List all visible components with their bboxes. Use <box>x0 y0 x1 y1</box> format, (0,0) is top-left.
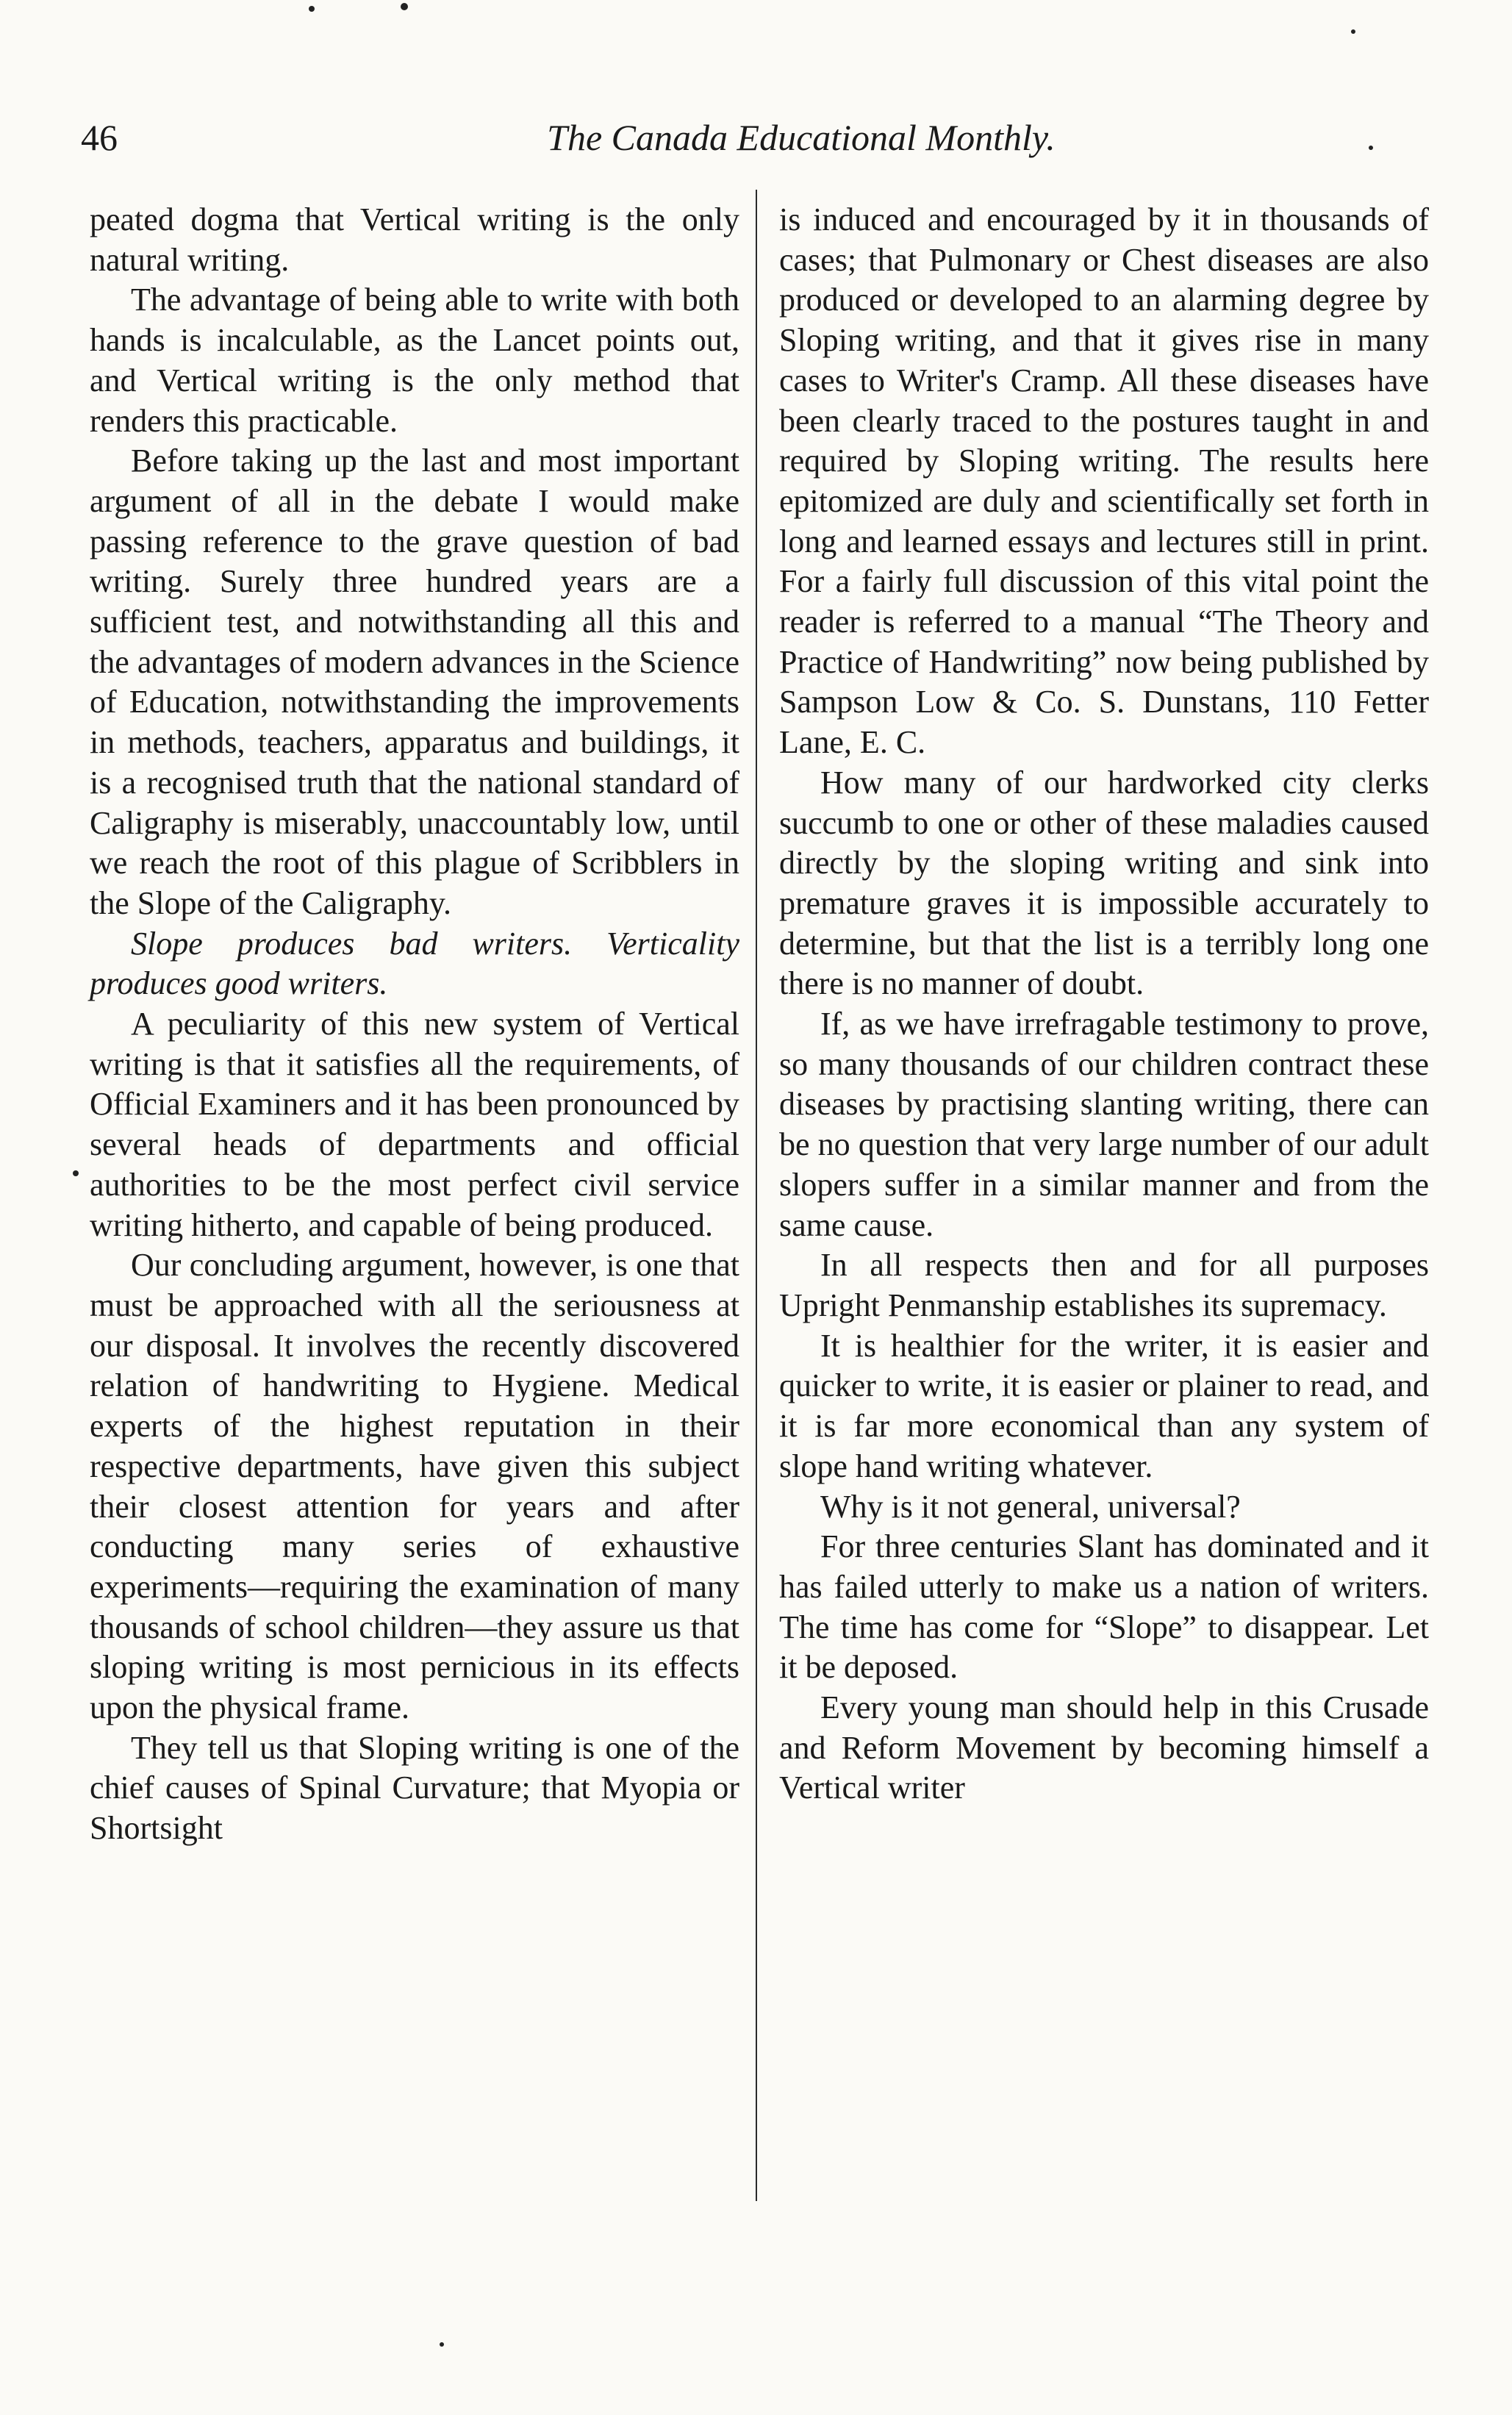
paragraph: is induced and encouraged by it in thousands of cases; that Pulmonary or Chest diseases are also produced or developed to an alarming degree by Sloping writing, and that it gives rise in many cases to Writer's Cramp. All these diseases have been clearly traced to the postures taught in and required by Sloping writing. The results here epitomized are duly and scientifically set forth in long and learned essays and lectures still in print. For a fairly full discussion of this vital point the reader is referred to a manual “The Theory and Practice of Handwriting” now being published by Sampson Low & Co. S. Dunstans, 110 Fetter Lane, E. C. <box>779 201 1429 761</box>
scan-speck <box>73 1170 79 1176</box>
paragraph: peated dogma that Vertical writing is the only natural writing. <box>90 201 739 278</box>
right-column <box>779 200 1429 1808</box>
italic-motto: Slope produces bad writers. Verticality produces good writers. <box>90 925 739 1002</box>
paragraph: In all respects then and for all purposes Upright Penmanship establishes its supremacy. <box>779 1247 1429 1323</box>
scan-speck <box>1351 29 1355 34</box>
scan-speck <box>1369 146 1373 150</box>
paragraph: If, as we have irrefragable testimony to prove, so many thousands of our children contract these diseases by practising slanting writing, there can be no question that very large number of our adult slopers suffer in a similar manner and from the same cause. <box>779 1006 1429 1243</box>
left-column <box>90 200 739 1849</box>
paragraph: Our concluding argument, however, is one that must be approached with all the seriousness at our disposal. It involves the recently discovered relation of handwriting to Hygiene. Medical experts of the highest reputation in their respective departments, have given this subject their closest attention for years and after conducting many series of exhaustive experiments—requiring the examination of many thousands of school children—they assure us that sloping writing is most pernicious in its effects upon the physical frame. <box>90 1247 739 1726</box>
paragraph: Every young man should help in this Crusade and Reform Movement by becoming himself a Vertical writer <box>779 1689 1429 1806</box>
page-number: 46 <box>81 117 118 158</box>
scan-speck <box>309 6 315 12</box>
paragraph: Why is it not general, universal? <box>820 1488 1241 1525</box>
paragraph: The advantage of being able to write with both hands is incalculable, as the Lancet points out, and Vertical writing is the only method that renders this practicable. <box>90 282 739 439</box>
paragraph: A peculiarity of this new system of Vertical writing is that it satisfies all the requirements, of Official Examiners and it has been pronounced by several heads of departments and official authorities to be the most perfect civil service writing hitherto, and capable of being produced. <box>90 1006 739 1243</box>
running-title: The Canada Educational Monthly. <box>547 117 1056 158</box>
scan-speck <box>440 2342 444 2347</box>
paragraph: How many of our hardworked city clerks succumb to one or other of these maladies caused directly by the sloping writing and sink into premature graves it is impossible accurately to determine, but that the list is a terribly long one there is no manner of doubt. <box>779 764 1429 1002</box>
column-divider <box>756 190 757 2201</box>
paragraph: It is healthier for the writer, it is easier and quicker to write, it is easier or plainer to read, and it is far more economical than any system of slope hand writing whatever. <box>779 1327 1429 1484</box>
paragraph: Before taking up the last and most important argument of all in the debate I would make passing reference to the grave question of bad writing. Surely three hundred years are a sufficient test, and notwithstanding all this and the advantages of modern advances in the Science of Education, notwithstanding the improvements in methods, teachers, apparatus and buildings, it is a recognised truth that the national standard of Caligraphy is miserably, unaccountably low, until we reach the root of this plague of Scribblers in the Slope of the Caligraphy. <box>90 443 739 921</box>
page-header <box>81 112 1402 163</box>
scan-speck <box>401 3 408 10</box>
paragraph: They tell us that Sloping writing is one of the chief causes of Spinal Curvature; that Myopia or Shortsight <box>90 1729 739 1847</box>
paragraph: For three centuries Slant has dominated and it has failed utterly to make us a nation of writers. The time has come for “Slope” to disappear. Let it be deposed. <box>779 1528 1429 1686</box>
